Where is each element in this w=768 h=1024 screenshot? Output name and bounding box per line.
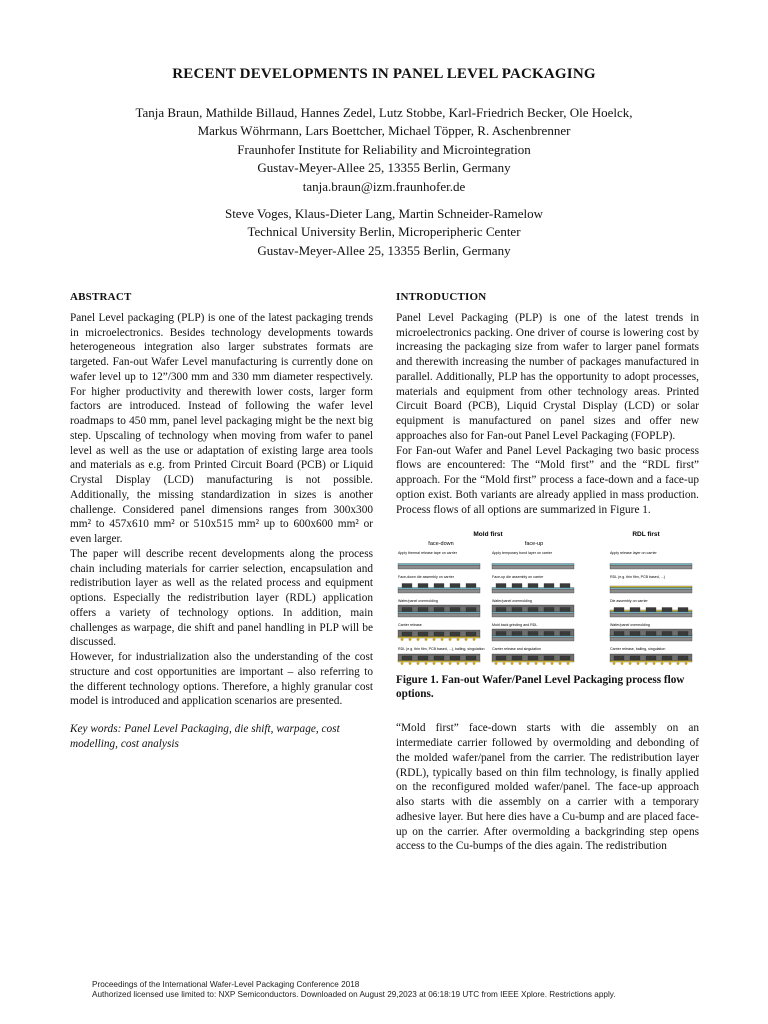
- group-label-rdl-first: RDL first: [632, 531, 660, 539]
- release-layer: [492, 612, 574, 614]
- solder-ball: [559, 662, 562, 665]
- die: [662, 656, 672, 660]
- carrier-layer: [492, 589, 574, 593]
- step-label: Wafer/panel overmolding: [610, 623, 650, 628]
- solder-ball: [425, 638, 428, 641]
- process-flow-diagram: [396, 527, 699, 667]
- solder-ball: [449, 638, 452, 641]
- solder-ball: [621, 662, 624, 665]
- release-layer: [398, 564, 480, 566]
- solder-ball: [543, 662, 546, 665]
- die: [614, 656, 624, 660]
- die: [528, 584, 538, 588]
- introduction-heading: INTRODUCTION: [396, 291, 487, 303]
- die: [662, 632, 672, 636]
- solder-ball: [629, 662, 632, 665]
- carrier-layer: [610, 637, 692, 641]
- die: [450, 632, 460, 636]
- author-line: Steve Voges, Klaus-Dieter Lang, Martin Schneider-Ramelow: [224, 206, 544, 221]
- solder-ball: [401, 638, 404, 641]
- footer-license: Authorized licensed use limited to: NXP Semiconductors. Downloaded on August 29,2023 at 06:18:19 UTC from IEEE Xplore. Restrictions apply.: [92, 990, 616, 1000]
- solder-ball: [653, 662, 656, 665]
- process-flow-figure: [396, 527, 699, 667]
- step-label: Mold back grinding and RDL: [492, 623, 538, 628]
- step-label: Wafer/panel overmolding: [398, 599, 438, 604]
- carrier-layer: [610, 613, 692, 617]
- column-label-face-down: face-down: [428, 541, 454, 548]
- solder-ball: [519, 662, 522, 665]
- introduction-paragraph: Panel Level Packaging (PLP) is one of the latest trends in microelectronics packing. One driver of course is lowering cost by increasing the packaging size from wafer to larger panel formats and therewith increasing the number of packages manufactured in parallel. Additionally, PLP has the opportunity to adopt processes, materials and equipment from other technology areas. Printed Circuit Board (PCB), Liquid Crystal Display (LCD) or solar equipment is manufactured on panel sizes and offer new approaches also for Fan-out Panel Level Packaging (FOPLP).: [396, 311, 699, 442]
- page-footer: [92, 980, 616, 1001]
- solder-ball: [669, 662, 672, 665]
- address-line: Gustav-Meyer-Allee 25, 13355 Berlin, Germany: [257, 242, 511, 258]
- die: [528, 656, 538, 660]
- die: [560, 608, 570, 612]
- step-label: Wafer/panel overmolding: [492, 599, 532, 604]
- introduction-paragraph: For Fan-out Wafer and Panel Level Packaging two basic process flows are encountered: The “Mold first” and the “RDL first” approach. For the “Mold first” process a face-down and a face-up option exist. Both variants are already applied in mass production. Process flows of all options are summarized in Figure 1.: [396, 444, 699, 516]
- carrier-layer: [398, 589, 480, 593]
- carrier-layer: [492, 613, 574, 617]
- die: [560, 584, 570, 588]
- die: [496, 656, 506, 660]
- solder-ball: [645, 662, 648, 665]
- die: [418, 632, 428, 636]
- die: [402, 608, 412, 612]
- authors-affiliation-2: [60, 205, 708, 260]
- release-layer: [610, 636, 692, 638]
- release-layer: [492, 588, 574, 590]
- die: [418, 608, 428, 612]
- abstract-heading: ABSTRACT: [70, 291, 132, 303]
- die: [630, 632, 640, 636]
- rdl-layer: [398, 637, 480, 639]
- keywords: Key words: Panel Level Packaging, die shift, warpage, cost modelling, cost analysis: [70, 723, 340, 750]
- die: [402, 584, 412, 588]
- solder-ball: [417, 662, 420, 665]
- die: [512, 608, 522, 612]
- die: [528, 632, 538, 636]
- die: [434, 656, 444, 660]
- die: [418, 656, 428, 660]
- die: [466, 656, 476, 660]
- die: [662, 608, 672, 612]
- abstract-paragraph: However, for industrialization also the understanding of the cost structure and cost opportunities are important – also referring to the different technology options. Therefore, a highly granular cost model is introduced and application scenarios are presented.: [70, 651, 373, 708]
- die: [434, 608, 444, 612]
- die: [418, 584, 428, 588]
- author-line: Markus Wöhrmann, Lars Boettcher, Michael Töpper, R. Aschenbrenner: [197, 123, 571, 139]
- die: [560, 656, 570, 660]
- solder-ball: [441, 662, 444, 665]
- affiliation-line: Fraunhofer Institute for Reliability and Microintegration: [237, 141, 531, 157]
- address-line: Gustav-Meyer-Allee 25, 13355 Berlin, Germany: [257, 160, 511, 176]
- die: [466, 584, 476, 588]
- die: [496, 632, 506, 636]
- solder-ball: [409, 638, 412, 641]
- carrier-layer: [398, 613, 480, 617]
- step-label: Carrier release and singulation: [492, 647, 541, 652]
- solder-ball: [685, 662, 688, 665]
- step-label: Carrier release: [398, 623, 422, 628]
- carrier-layer: [610, 589, 692, 593]
- solder-ball: [457, 638, 460, 641]
- footer-proceedings: Proceedings of the International Wafer-Level Packaging Conference 2018: [92, 980, 360, 989]
- solder-ball: [661, 662, 664, 665]
- solder-ball: [551, 662, 554, 665]
- left-column: [70, 290, 373, 752]
- solder-ball: [495, 662, 498, 665]
- die: [544, 656, 554, 660]
- die: [614, 608, 624, 612]
- solder-ball: [535, 662, 538, 665]
- solder-ball: [567, 662, 570, 665]
- rdl-layer: [610, 586, 692, 588]
- die: [646, 632, 656, 636]
- die: [678, 608, 688, 612]
- solder-ball: [425, 662, 428, 665]
- solder-ball: [433, 638, 436, 641]
- die: [678, 656, 688, 660]
- solder-ball: [473, 662, 476, 665]
- abstract-paragraph: The paper will describe recent developments along the process chain including materials for carrier selection, encapsulation and redistribution layer as well as the related process and equipment options. Especially the redistribution layer (RDL) application offers a variety of technology options. In addition, main challenges as warpage, die shift and panel handling in PLP will be discussed.: [70, 547, 373, 649]
- release-layer: [492, 564, 574, 566]
- introduction-paragraph: “Mold first” face-down starts with die assembly on an intermediate carrier followed by overmolding and debonding of the molded wafer/panel from the carrier. The redistribution layer (RDL), typically based on thin film technology, is finally applied on the reconfigured molded wafer/panel. The face-up approach also starts with die assembly on a carrier with a temporary adhesive layer. But here dies have a Cu-bump and are placed face-up on the carrier. After overmolding a backgrinding step opens access to the Cu-bumps of the dies again. The redistribution: [396, 722, 699, 853]
- right-column: [396, 290, 699, 854]
- release-layer: [610, 588, 692, 590]
- step-label: Apply thermal release tape on carrier: [398, 551, 457, 556]
- die: [646, 608, 656, 612]
- step-label: Apply release layer on carrier: [610, 551, 657, 556]
- die: [450, 584, 460, 588]
- die: [402, 632, 412, 636]
- die: [544, 608, 554, 612]
- abstract-paragraph: Panel Level packaging (PLP) is one of the latest packaging trends in microelectronics. Besides technology developments towards heterogeneous integration also larger substrates formats are targeted. Fan-out Wafer Level manufacturing is currently done on wafer level up to 12”/300 mm and 330 mm diameter respectively. For higher productivity and therewith lower costs, larger form factors are introduced. Instead of following the wafer level roadmaps to 450 mm, panel level packaging might be the next big step. Upscaling of technology when moving from wafer to panel level as well as the use or adaptation of existing large area tools and materials as e.g. from Printed Circuit Board (PCB) or Liquid Crystal Display (LCD) manufacturing is not possible. Additionally, the missing standardization in sizes is another challenge. Considered panel dimensions ranges from 300x300 mm² to 457x610 mm² or 510x515 mm² up to 600x600 mm² or even larger.: [70, 311, 373, 545]
- rdl-layer: [492, 661, 574, 663]
- carrier-layer: [398, 565, 480, 569]
- solder-ball: [503, 662, 506, 665]
- email-line: tanja.braun@izm.fraunhofer.de: [302, 178, 466, 194]
- die: [646, 656, 656, 660]
- solder-ball: [465, 638, 468, 641]
- group-label-mold-first: Mold first: [473, 531, 503, 539]
- carrier-layer: [610, 565, 692, 569]
- solder-ball: [637, 662, 640, 665]
- die: [496, 584, 506, 588]
- solder-ball: [417, 638, 420, 641]
- solder-ball: [511, 662, 514, 665]
- rdl-layer: [398, 661, 480, 663]
- solder-ball: [441, 638, 444, 641]
- die: [512, 584, 522, 588]
- die: [450, 608, 460, 612]
- die: [544, 584, 554, 588]
- release-layer: [610, 564, 692, 566]
- carrier-layer: [492, 637, 574, 641]
- solder-ball: [433, 662, 436, 665]
- step-label: Face-up die assembly on carrier: [492, 575, 544, 580]
- die: [512, 632, 522, 636]
- column-label-face-up: face-up: [524, 541, 544, 548]
- release-layer: [398, 612, 480, 614]
- die: [630, 608, 640, 612]
- release-layer: [492, 636, 574, 638]
- die: [450, 656, 460, 660]
- die: [512, 656, 522, 660]
- author-line: Tanja Braun, Mathilde Billaud, Hannes Zedel, Lutz Stobbe, Karl-Friedrich Becker, Ole Hoelck,: [135, 105, 633, 120]
- solder-ball: [613, 662, 616, 665]
- step-label: RDL (e.g. thin film, PCB based, ...), balling, singulation: [398, 647, 485, 652]
- solder-ball: [457, 662, 460, 665]
- die: [402, 656, 412, 660]
- solder-ball: [527, 662, 530, 665]
- step-label: Carrier release, balling, singulation: [610, 647, 666, 652]
- die: [434, 632, 444, 636]
- authors-affiliation-1: [60, 104, 708, 196]
- affiliation-line: Technical University Berlin, Microperipheric Center: [247, 224, 521, 240]
- solder-ball: [401, 662, 404, 665]
- die: [528, 608, 538, 612]
- step-label: RDL (e.g. thin film, PCB based, ...): [610, 575, 665, 580]
- carrier-layer: [492, 565, 574, 569]
- die: [678, 632, 688, 636]
- die: [560, 632, 570, 636]
- solder-ball: [473, 638, 476, 641]
- solder-ball: [409, 662, 412, 665]
- step-label: Apply temporary bond layer on carrier: [492, 551, 553, 556]
- die: [434, 584, 444, 588]
- figure-caption: Figure 1. Fan-out Wafer/Panel Level Packaging process flow options.: [396, 674, 685, 701]
- die: [466, 632, 476, 636]
- release-layer: [398, 588, 480, 590]
- release-layer: [610, 612, 692, 614]
- solder-ball: [449, 662, 452, 665]
- solder-ball: [465, 662, 468, 665]
- rdl-layer: [610, 661, 692, 663]
- die: [466, 608, 476, 612]
- solder-ball: [677, 662, 680, 665]
- step-label: Face-down die assembly on carrier: [398, 575, 454, 580]
- paper-title: RECENT DEVELOPMENTS IN PANEL LEVEL PACKAGING: [172, 66, 596, 82]
- die: [630, 656, 640, 660]
- die: [544, 632, 554, 636]
- die: [496, 608, 506, 612]
- die: [614, 632, 624, 636]
- step-label: Die assembly on carrier: [610, 599, 648, 604]
